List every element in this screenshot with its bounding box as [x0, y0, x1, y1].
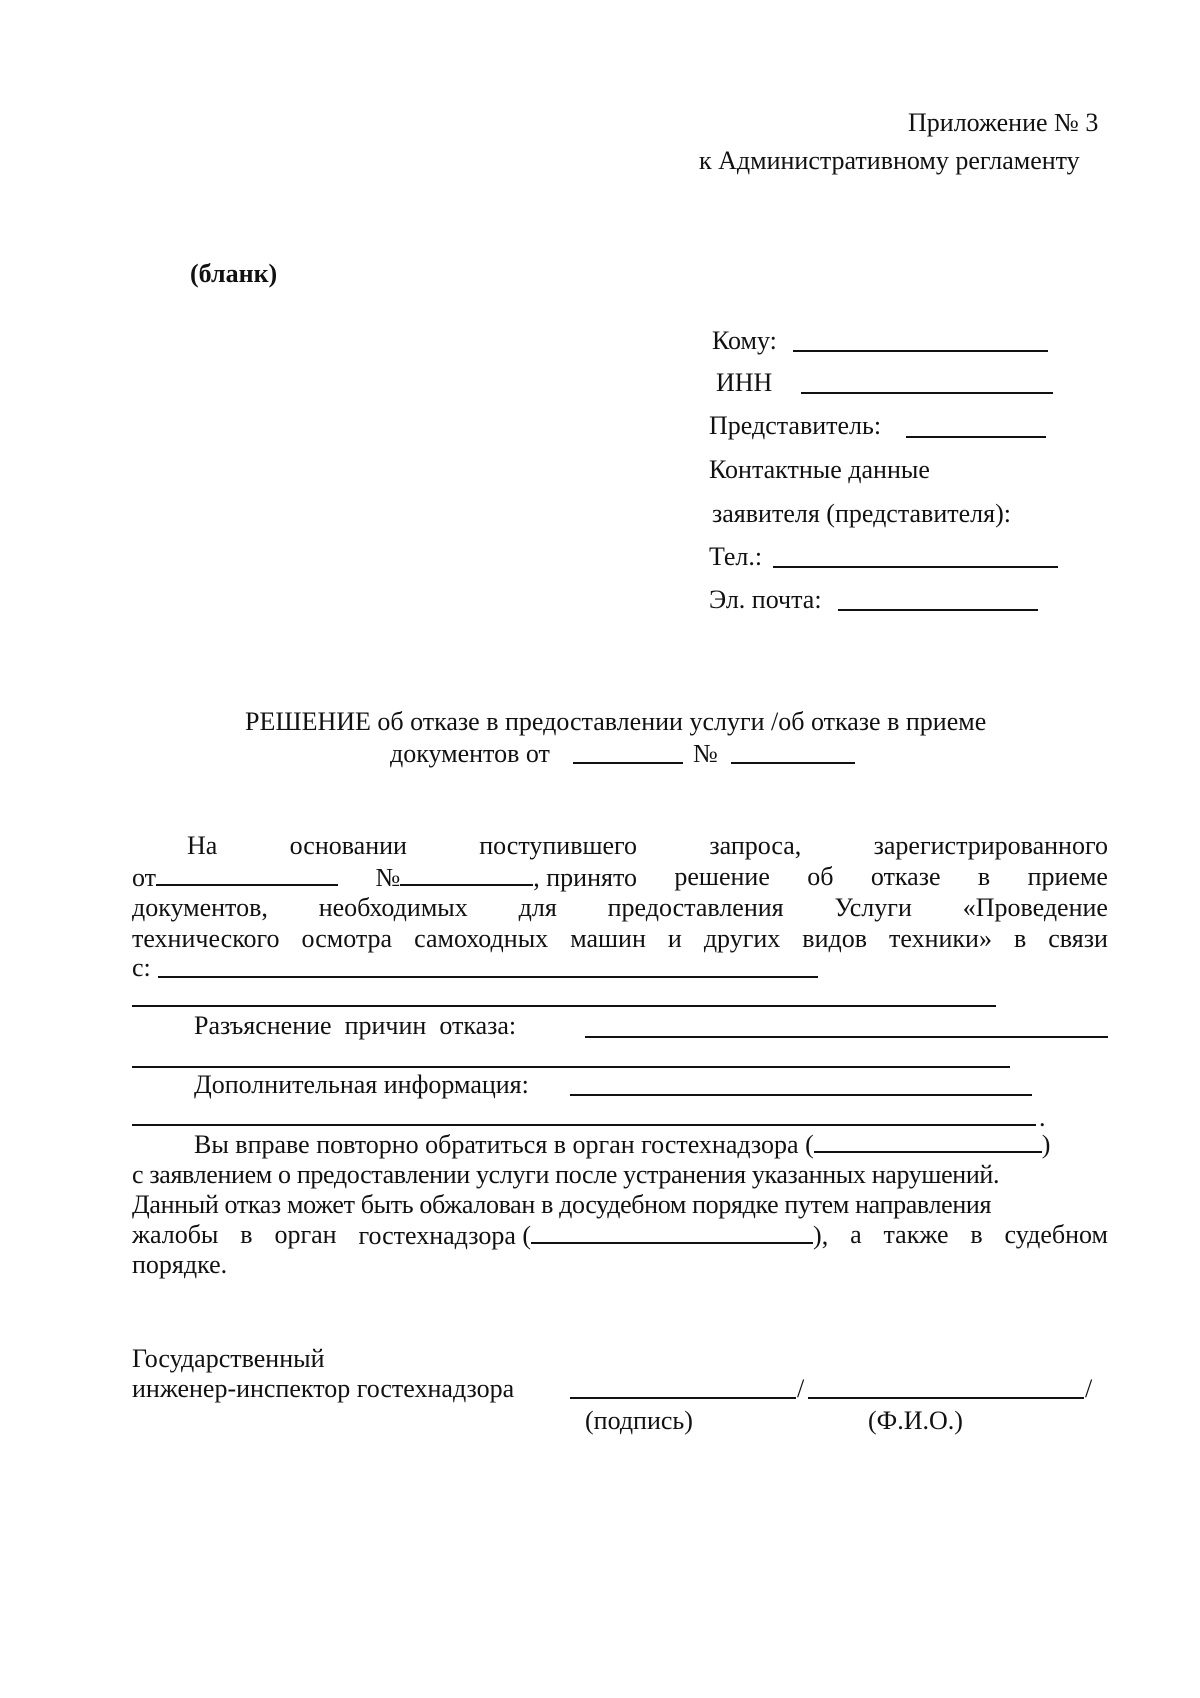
body-word: зарегистрированного	[873, 831, 1108, 860]
body-word: запроса,	[709, 831, 802, 860]
body-word: в	[1013, 924, 1027, 953]
addressee-to-label: Кому:	[712, 326, 777, 355]
due-to-field-line1[interactable]	[158, 976, 818, 978]
addressee-inn-field[interactable]	[801, 392, 1053, 394]
reason-field-line2[interactable]	[132, 1066, 1010, 1068]
appendix-number: Приложение № 3	[908, 108, 1099, 137]
body-word: а	[850, 1220, 862, 1249]
blank-label: (бланк)	[190, 259, 278, 288]
body-word: поступившего	[479, 831, 638, 860]
appeal-line1-close: )	[1041, 1130, 1051, 1159]
addressee-contact-line2: заявителя (представителя):	[712, 499, 1011, 528]
body-word: в	[240, 1220, 253, 1249]
body-line-1	[187, 833, 1108, 859]
body-word: , принято	[533, 863, 637, 892]
addressee-representative-label: Представитель:	[709, 411, 882, 440]
body-line-3	[132, 895, 1108, 921]
authority-field-2[interactable]	[531, 1222, 813, 1244]
addressee-email-label: Эл. почта:	[709, 585, 822, 614]
due-to-field-line2[interactable]	[132, 1005, 996, 1007]
appeal-line3: Данный отказ может быть обжалован в досудебном порядке путем направления	[132, 1190, 992, 1219]
body-word: гостехнадзора (	[358, 1221, 532, 1250]
extra-info-label: Дополнительная информация:	[194, 1070, 529, 1099]
body-word: ),	[813, 1221, 829, 1250]
body-word: самоходных	[414, 924, 549, 953]
body-due-to-label: с:	[132, 953, 151, 982]
body-word: решение	[674, 862, 770, 891]
decision-title-date-label: документов от	[390, 739, 550, 768]
signature-slash-2: /	[1085, 1374, 1093, 1403]
body-word: видов	[802, 924, 867, 953]
appeal-line1	[194, 1131, 1050, 1158]
body-word: других	[703, 924, 781, 953]
signer-role-line2: инженер-инспектор гостехнадзора	[132, 1374, 515, 1403]
body-word: техники»	[889, 924, 992, 953]
signature-slash-1: /	[797, 1374, 805, 1403]
appeal-line2: с заявлением о предоставлении услуги после устранения указанных нарушений.	[132, 1160, 1000, 1189]
full-name-caption: (Ф.И.О.)	[868, 1406, 963, 1435]
body-word: также	[883, 1220, 949, 1249]
body-line-2	[132, 864, 1108, 891]
decision-date-field[interactable]	[573, 762, 683, 764]
decision-number-field[interactable]	[731, 762, 855, 764]
body-word: основании	[289, 831, 407, 860]
body-word: осмотра	[301, 924, 393, 953]
body-word: и	[667, 924, 682, 953]
extra-info-field-line1[interactable]	[570, 1094, 1032, 1096]
appeal-line5: порядке.	[132, 1250, 228, 1279]
body-word: в	[970, 1220, 983, 1249]
extra-info-field-line2[interactable]	[132, 1124, 1036, 1126]
body-word: предоставления	[607, 893, 784, 922]
body-line-4	[132, 926, 1108, 952]
addressee-representative-field[interactable]	[906, 436, 1046, 438]
signer-role-line1: Государственный	[132, 1344, 325, 1373]
reason-label: Разъяснение причин отказа:	[194, 1011, 517, 1040]
addressee-phone-label: Тел.:	[709, 542, 763, 571]
addressee-email-field[interactable]	[838, 609, 1038, 611]
body-word: отказе	[870, 862, 941, 891]
body-word: приеме	[1027, 862, 1108, 891]
body-number-segment	[375, 864, 637, 891]
appeal-authority-segment	[358, 1222, 828, 1249]
body-word: необходимых	[318, 893, 468, 922]
body-word: судебном	[1004, 1220, 1108, 1249]
body-word: Услуги	[834, 893, 912, 922]
addressee-phone-field[interactable]	[773, 566, 1058, 568]
body-word: об	[807, 862, 834, 891]
signature-field[interactable]	[570, 1397, 796, 1399]
appeal-line4	[132, 1222, 1108, 1249]
addressee-to-field[interactable]	[793, 350, 1048, 352]
addressee-contact-line1: Контактные данные	[709, 455, 930, 484]
request-number-field[interactable]	[400, 864, 533, 886]
appendix-regulation: к Административному регламенту	[699, 146, 1080, 175]
body-from-segment	[132, 864, 338, 891]
appeal-line1-text: Вы вправе повторно обратиться в орган гостехнадзора (	[194, 1130, 814, 1159]
extra-info-end-dot: .	[1039, 1103, 1046, 1132]
body-from-label: от	[132, 863, 157, 892]
body-word: технического	[132, 924, 280, 953]
authority-field-1[interactable]	[814, 1131, 1042, 1153]
body-word: На	[187, 831, 218, 860]
addressee-inn-label: ИНН	[716, 368, 773, 397]
body-word: для	[518, 893, 557, 922]
signature-caption: (подпись)	[585, 1406, 693, 1435]
body-word: «Проведение	[962, 893, 1108, 922]
body-number-label: №	[375, 863, 401, 892]
decision-title-number-label: №	[693, 739, 718, 768]
reason-field-line1[interactable]	[585, 1036, 1108, 1038]
body-word: машин	[570, 924, 646, 953]
decision-title-line1: РЕШЕНИЕ об отказе в предоставлении услуги /об отказе в приеме	[245, 707, 987, 736]
body-word: орган	[274, 1220, 337, 1249]
body-word: жалобы	[132, 1220, 219, 1249]
body-word: документов,	[132, 893, 268, 922]
body-word: связи	[1048, 924, 1108, 953]
body-word: в	[977, 862, 991, 891]
request-date-field[interactable]	[156, 864, 338, 886]
full-name-field[interactable]	[808, 1397, 1084, 1399]
